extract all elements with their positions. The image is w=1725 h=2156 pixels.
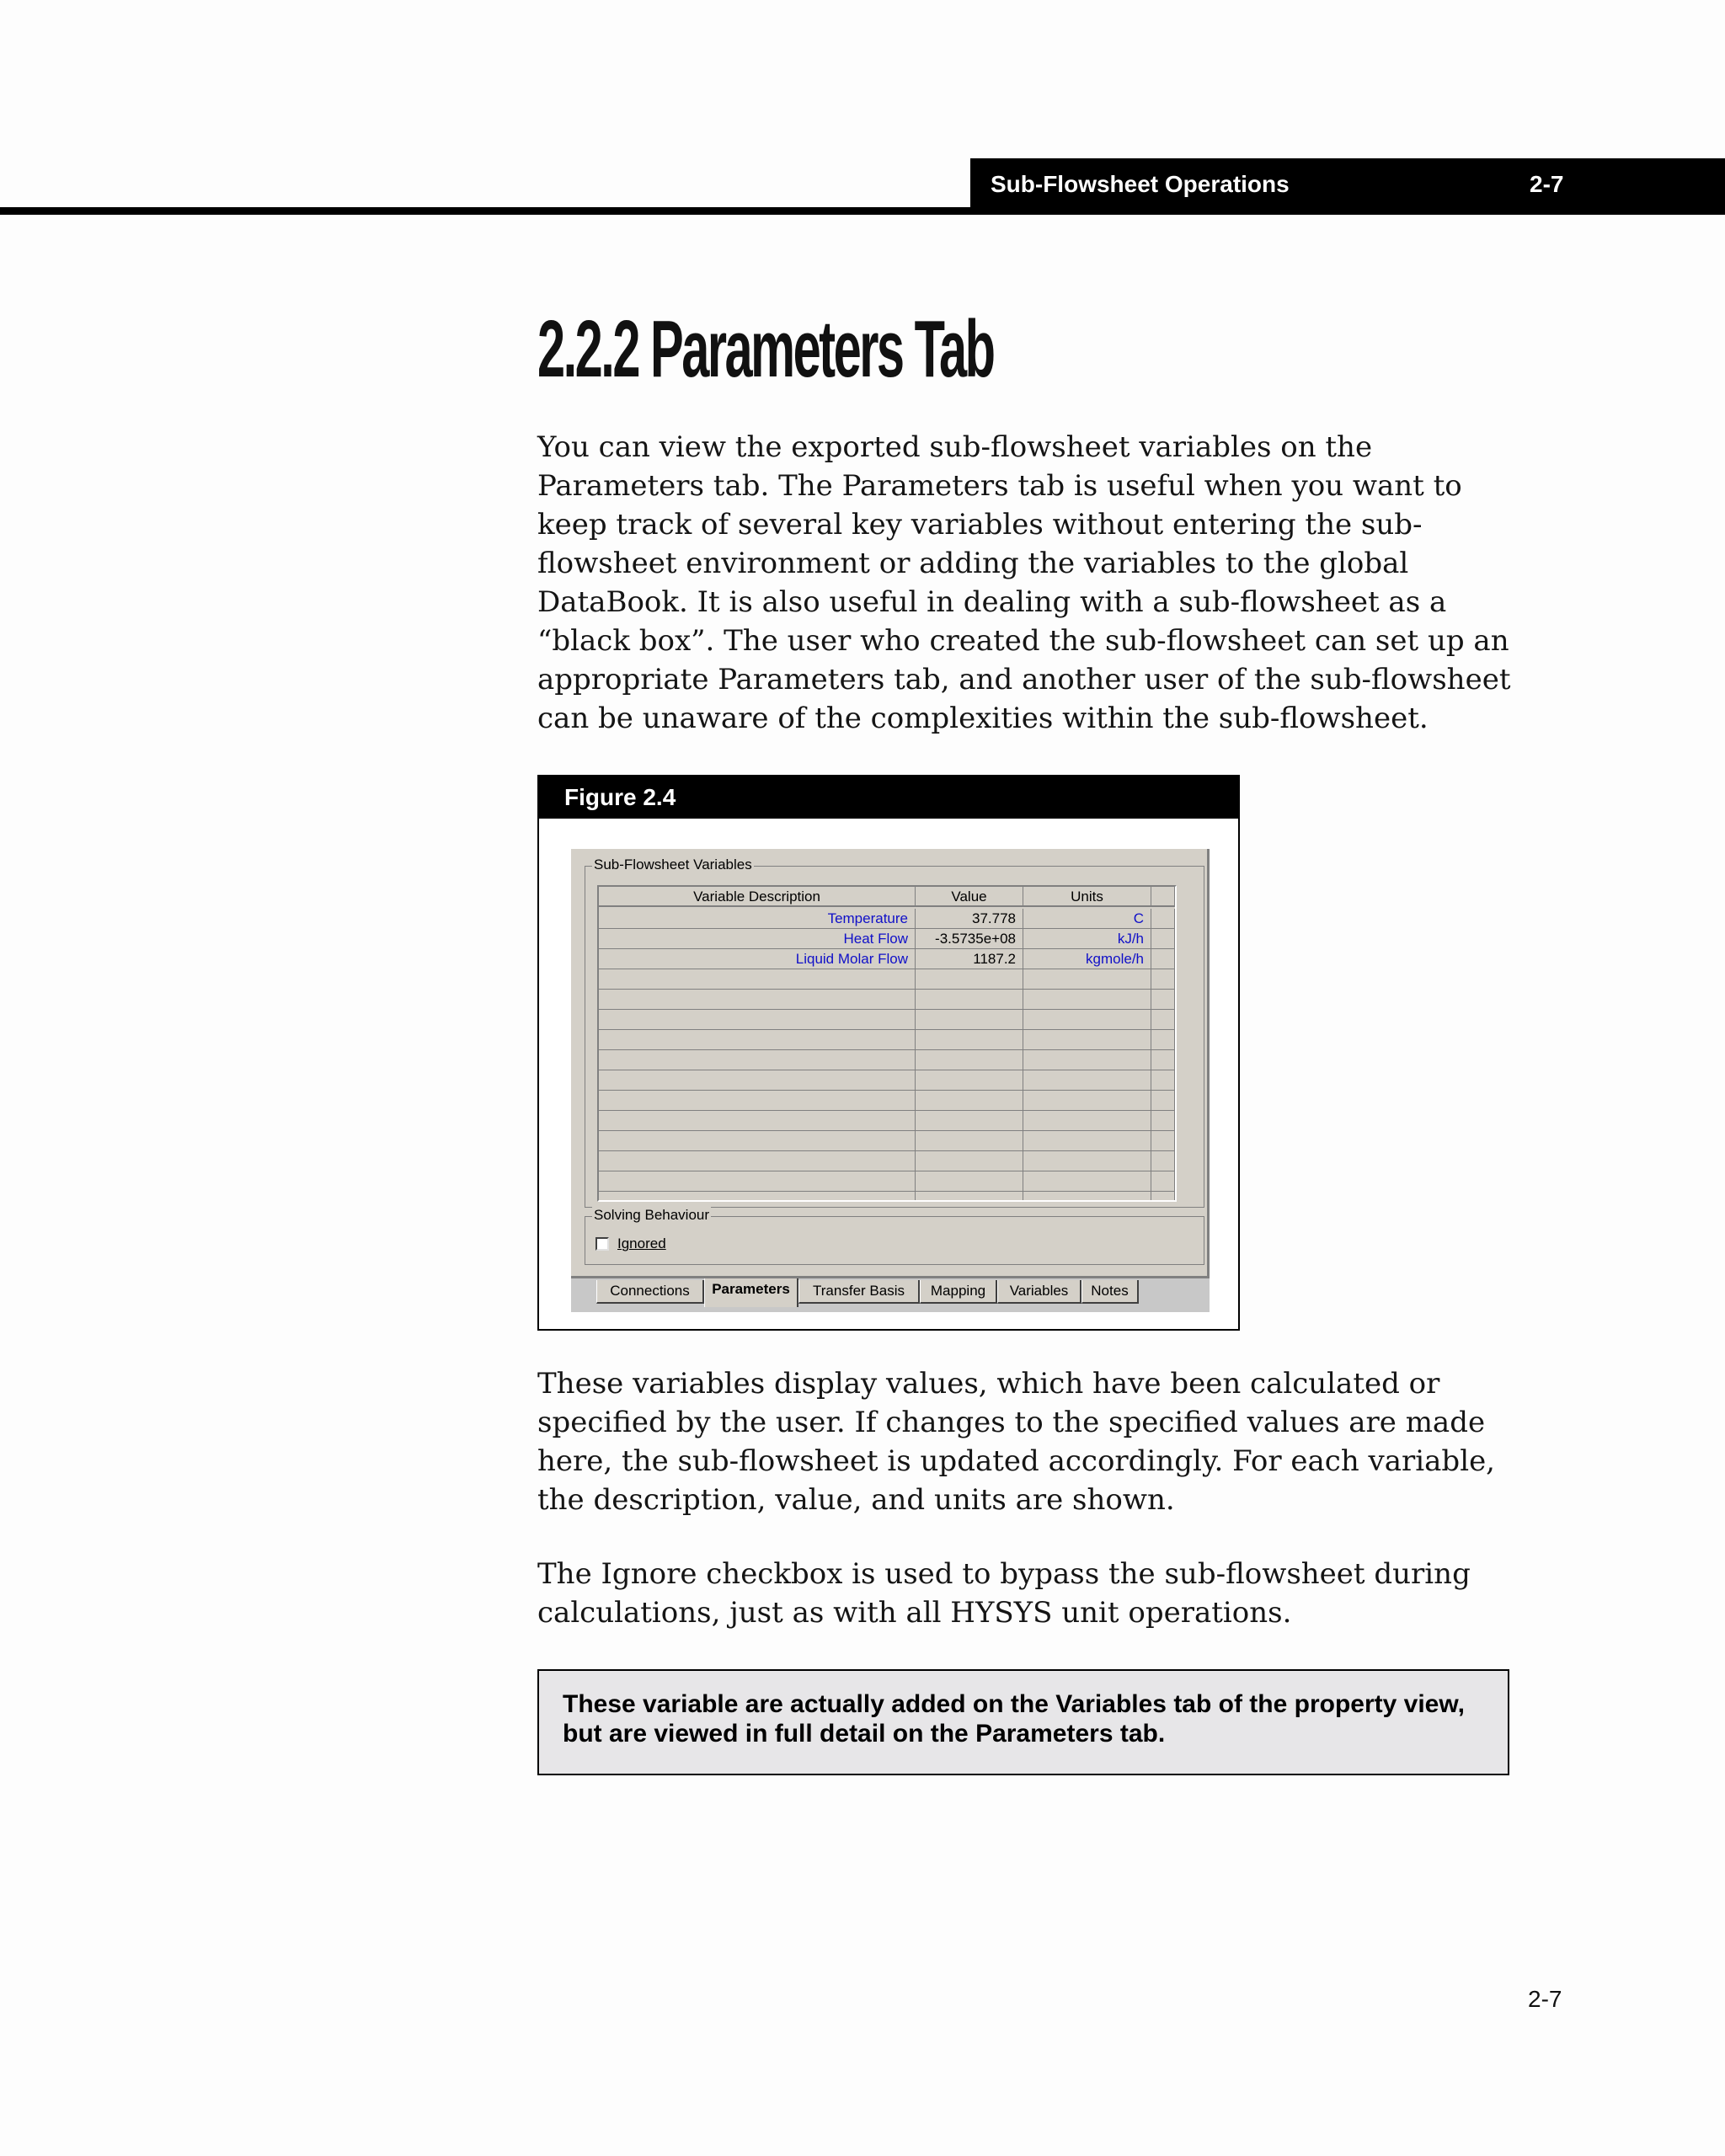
variable-description-cell[interactable] <box>599 1171 916 1192</box>
footer-page-number: 2-7 <box>1528 1986 1562 2012</box>
units-cell[interactable] <box>1023 1192 1151 1202</box>
tab-notes[interactable]: Notes <box>1081 1280 1139 1304</box>
tab-variables[interactable]: Variables <box>997 1280 1081 1304</box>
table-row[interactable] <box>599 1192 1175 1202</box>
variable-description-cell[interactable] <box>599 1131 916 1151</box>
value-cell[interactable]: 37.778 <box>916 909 1023 929</box>
value-cell[interactable] <box>916 1091 1023 1111</box>
row-spacer-cell <box>1151 1091 1175 1111</box>
value-cell[interactable] <box>916 1010 1023 1030</box>
tab-mapping[interactable]: Mapping <box>920 1280 997 1304</box>
units-cell[interactable] <box>1023 1111 1151 1131</box>
variable-description-cell[interactable] <box>599 1151 916 1171</box>
units-cell[interactable]: kJ/h <box>1023 929 1151 949</box>
units-cell[interactable] <box>1023 1010 1151 1030</box>
value-cell[interactable]: 1187.2 <box>916 949 1023 969</box>
intro-paragraph: You can view the exported sub-flowsheet variables on the Parameters tab. The Parameters tab is useful when you want to keep track of several key variables without entering the sub-flowsheet environment or adding the variables to the global DataBook. It is also useful in dealing with a sub-flowsheet as a “black box”. The user who created the sub-flowsheet can set up an appropriate Parameters tab, and another user of the sub-flowsheet can be unaware of the complexities within the sub-flowsheet. <box>537 430 1511 735</box>
table-row[interactable] <box>599 909 1175 929</box>
row-spacer-cell <box>1151 929 1175 949</box>
margin-note <box>537 1669 1509 1775</box>
table-row[interactable] <box>599 1030 1175 1050</box>
units-cell[interactable] <box>1023 1030 1151 1050</box>
values-paragraph: These variables display values, which have been calculated or specified by the user. If changes to the specified values are made here, the sub-flowsheet is updated accordingly. For each variable, the description, value, and units are shown. <box>537 1367 1495 1517</box>
header-title: Sub-Flowsheet Operations <box>991 171 1290 197</box>
figure-caption-text: Figure 2.4 <box>564 784 676 810</box>
solving-label: Solving Behaviour <box>594 1207 710 1223</box>
sub-flowsheet-variables-group <box>585 857 1204 1208</box>
table-row[interactable] <box>599 990 1175 1010</box>
value-cell[interactable] <box>916 969 1023 990</box>
column-header[interactable]: Variable Description <box>599 887 916 907</box>
row-spacer-cell <box>1151 909 1175 929</box>
header-page-number: 2-7 <box>1530 171 1564 197</box>
value-cell[interactable] <box>916 1151 1023 1171</box>
variable-description-cell[interactable] <box>599 1010 916 1030</box>
row-spacer-cell <box>1151 1171 1175 1192</box>
variable-description-cell[interactable]: Liquid Molar Flow <box>599 949 916 969</box>
units-cell[interactable]: C <box>1023 909 1151 929</box>
value-cell[interactable]: -3.5735e+08 <box>916 929 1023 949</box>
tab-connections[interactable]: Connections <box>596 1280 704 1304</box>
value-cell[interactable] <box>916 1030 1023 1050</box>
variable-description-cell[interactable]: Heat Flow <box>599 929 916 949</box>
row-spacer-cell <box>1151 1111 1175 1131</box>
variable-description-cell[interactable] <box>599 990 916 1010</box>
row-spacer-cell <box>1151 1131 1175 1151</box>
tab-transfer-basis[interactable]: Transfer Basis <box>798 1280 920 1304</box>
variable-description-cell[interactable] <box>599 1192 916 1202</box>
value-cell[interactable] <box>916 1131 1023 1151</box>
table-row[interactable] <box>599 1070 1175 1091</box>
table-row[interactable] <box>599 1091 1175 1111</box>
figure <box>537 775 1240 1331</box>
column-header[interactable]: Value <box>916 887 1023 907</box>
parameters-panel <box>571 849 1210 1278</box>
variable-description-cell[interactable]: Temperature <box>599 909 916 929</box>
units-cell[interactable]: kgmole/h <box>1023 949 1151 969</box>
variable-description-cell[interactable] <box>599 1050 916 1070</box>
ignore-paragraph: The Ignore checkbox is used to bypass the sub-flowsheet during calculations, just as with all HYSYS unit operations. <box>537 1557 1471 1630</box>
solving-behaviour-group <box>585 1207 1204 1265</box>
value-cell[interactable] <box>916 1111 1023 1131</box>
units-cell[interactable] <box>1023 1131 1151 1151</box>
units-cell[interactable] <box>1023 969 1151 990</box>
column-header[interactable]: Units <box>1023 887 1151 907</box>
variable-description-cell[interactable] <box>599 969 916 990</box>
units-cell[interactable] <box>1023 1050 1151 1070</box>
row-spacer-cell <box>1151 1151 1175 1171</box>
table-row[interactable] <box>599 949 1175 969</box>
row-spacer-cell <box>1151 1050 1175 1070</box>
row-spacer-cell <box>1151 969 1175 990</box>
note-text: These variable are actually added on the Variables tab of the property view, but are viewed in full detail on the Parameters tab. <box>563 1690 1465 1748</box>
figure-caption <box>539 776 1238 819</box>
table-row[interactable] <box>599 1050 1175 1070</box>
table-row[interactable] <box>599 969 1175 990</box>
ignored-checkbox-label[interactable]: Ignored <box>617 1235 666 1251</box>
variables-table[interactable] <box>597 885 1177 1202</box>
units-cell[interactable] <box>1023 1091 1151 1111</box>
running-header <box>970 158 1725 211</box>
table-row[interactable] <box>599 1111 1175 1131</box>
value-cell[interactable] <box>916 1192 1023 1202</box>
units-cell[interactable] <box>1023 990 1151 1010</box>
units-cell[interactable] <box>1023 1070 1151 1091</box>
value-cell[interactable] <box>916 1171 1023 1192</box>
table-row[interactable] <box>599 1171 1175 1192</box>
row-spacer-cell <box>1151 1070 1175 1091</box>
value-cell[interactable] <box>916 990 1023 1010</box>
ignored-checkbox[interactable] <box>595 1237 609 1251</box>
table-row[interactable] <box>599 929 1175 949</box>
table-row[interactable] <box>599 1151 1175 1171</box>
row-spacer-cell <box>1151 1010 1175 1030</box>
row-spacer-cell <box>1151 1030 1175 1050</box>
group-label: Sub-Flowsheet Variables <box>594 857 752 873</box>
variable-description-cell[interactable] <box>599 1091 916 1111</box>
tab-parameters[interactable]: Parameters <box>704 1278 798 1307</box>
property-view-screenshot <box>571 849 1210 1312</box>
variable-description-cell[interactable] <box>599 1070 916 1091</box>
units-cell[interactable] <box>1023 1151 1151 1171</box>
column-header-spacer <box>1151 887 1175 907</box>
units-cell[interactable] <box>1023 1171 1151 1192</box>
table-row[interactable] <box>599 1131 1175 1151</box>
section-title: 2.2.2 Parameters Tab <box>537 304 994 394</box>
value-cell[interactable] <box>916 1050 1023 1070</box>
table-header-row <box>599 887 1175 907</box>
row-spacer-cell <box>1151 990 1175 1010</box>
value-cell[interactable] <box>916 1070 1023 1091</box>
row-spacer-cell <box>1151 1192 1175 1202</box>
variable-description-cell[interactable] <box>599 1111 916 1131</box>
variable-description-cell[interactable] <box>599 1030 916 1050</box>
table-row[interactable] <box>599 1010 1175 1030</box>
row-spacer-cell <box>1151 949 1175 969</box>
